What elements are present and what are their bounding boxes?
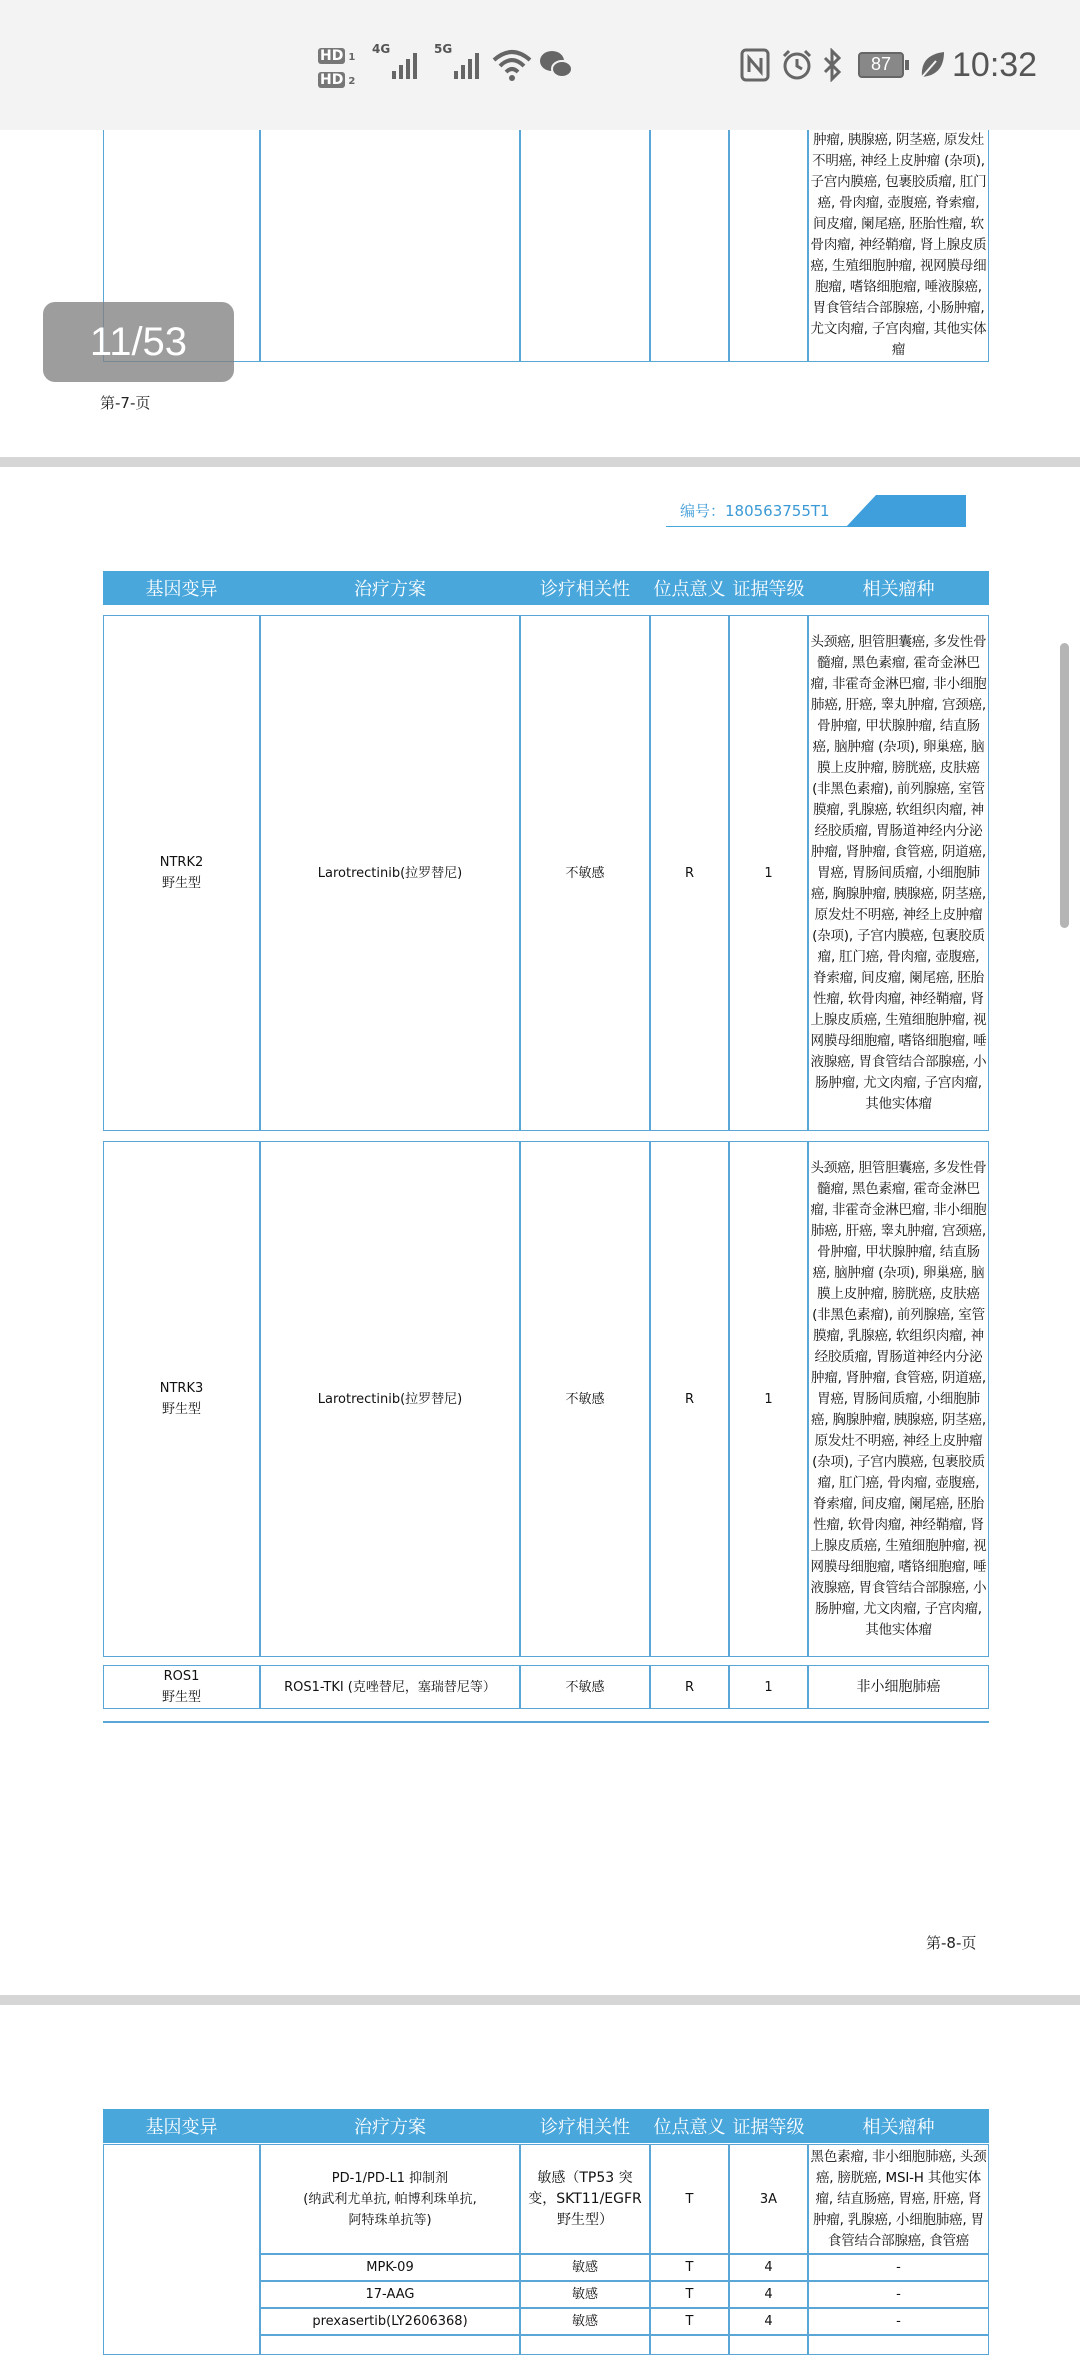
page-9 <box>0 2005 1080 2340</box>
page-footer: 第-7-页 <box>100 394 151 412</box>
site-cell: R <box>650 1141 729 1657</box>
gene-type: 野生型 <box>161 1690 201 1705</box>
tumor-cell: - <box>808 2308 989 2335</box>
header-level: 证据等级 <box>732 579 805 600</box>
therapy-cell: Larotrectinib(拉罗替尼) <box>260 1141 520 1657</box>
relevance-cell: 敏感（TP53 突变，SKT11/EGFR 野生型） <box>520 2144 650 2254</box>
header-relevance: 诊疗相关性 <box>540 579 630 600</box>
table-header <box>103 2109 989 2143</box>
nfc-icon <box>740 40 770 90</box>
tumor-cell: 非小细胞肺癌 <box>808 1665 989 1709</box>
header-site: 位点意义 <box>653 2117 726 2138</box>
gene-name: NTRK2 <box>159 855 204 870</box>
level-cell <box>729 128 808 362</box>
battery-level: 87 <box>858 52 904 78</box>
header-relevance: 诊疗相关性 <box>540 2117 630 2138</box>
tumor-cell: - <box>808 2281 989 2308</box>
level-cell: 4 <box>729 2308 808 2335</box>
therapy-cell: 17-AAG <box>260 2281 520 2308</box>
level-cell: 1 <box>729 1665 808 1709</box>
result-table-ntrk3 <box>103 1141 989 1657</box>
leaf-icon <box>918 40 946 90</box>
gene-type: 野生型 <box>161 1402 201 1417</box>
page9-table <box>103 2144 989 2355</box>
hd1-sub: 1 <box>348 52 356 63</box>
level-cell: 4 <box>729 2254 808 2281</box>
site-cell: R <box>650 615 729 1131</box>
gene-name: NTRK3 <box>159 1381 204 1396</box>
gene-cell <box>103 1141 260 1657</box>
therapy-cell <box>260 128 520 362</box>
page-7 <box>0 130 1080 457</box>
header-tumor: 相关瘤种 <box>862 2117 935 2138</box>
table-row <box>103 128 989 362</box>
tumor-cell <box>808 2335 989 2355</box>
tumor-cell: 头颈癌, 胆管胆囊癌, 多发性骨髓瘤, 黑色素瘤, 霍奇金淋巴瘤, 非霍奇金淋巴瘤, 非小细胞肺癌, 肝癌, 睾丸肿瘤, 宫颈癌, 骨肿瘤, 甲状腺肿瘤, 结直肠癌, 脑肿瘤 (杂项), 卵巢癌, 脑膜上皮肿瘤, 膀胱癌, 皮肤癌 (非黑色素瘤), 前列腺癌, 室管膜瘤, 乳腺癌, 软组织肉瘤, 神经胶质瘤, 胃肠道神经内分泌肿瘤, 肾肿瘤, 食管癌, 阴道癌, 胃癌, 胃肠间质瘤, 小细胞肺癌, 胸腺肿瘤, 胰腺癌, 阴茎癌, 原发灶不明癌, 神经上皮肿瘤 (杂项), 子宫内膜癌, 包裹胶质瘤, 肛门癌, 骨肉瘤, 壶腹癌, 脊索瘤, 间皮瘤, 阑尾癌, 胚胎性瘤, 软骨肉瘤, 神经鞘瘤, 肾上腺皮质癌, 生殖细胞肿瘤, 视网膜母细胞瘤, 嗜铬细胞瘤, 唾液腺癌, 胃食管结合部腺癌, 小肠肿瘤, 尤文肉瘤, 子宫肉瘤, 其他实体瘤 <box>808 615 989 1131</box>
report-number: 编号：180563755T1 <box>680 502 830 520</box>
table-row <box>103 1665 989 1709</box>
bluetooth-icon <box>822 40 844 90</box>
battery-icon <box>858 40 909 90</box>
table-row <box>103 615 989 1131</box>
header-therapy: 治疗方案 <box>354 579 426 600</box>
therapy-cell <box>260 2144 520 2254</box>
therapy-cell: Larotrectinib(拉罗替尼) <box>260 615 520 1131</box>
site-cell: T <box>650 2308 729 2335</box>
net2-label: 5G <box>434 42 453 56</box>
network-1 <box>372 40 426 90</box>
table-header <box>103 571 989 605</box>
therapy-line: 阿特珠单抗等) <box>348 2212 432 2228</box>
header-site: 位点意义 <box>653 579 726 600</box>
level-cell: 1 <box>729 1141 808 1657</box>
net1-label: 4G <box>372 42 391 56</box>
signal-icon <box>390 47 426 83</box>
page-indicator: 11/53 <box>43 302 234 382</box>
report-number-bar <box>666 495 966 527</box>
header-level: 证据等级 <box>732 2117 805 2138</box>
result-table-ros1 <box>103 1665 989 1709</box>
page-separator <box>0 1995 1080 2005</box>
status-bar <box>0 0 1080 130</box>
therapy-line: PD-1/PD-L1 抑制剂 <box>331 2170 449 2186</box>
page-separator <box>0 457 1080 467</box>
gene-cell <box>103 615 260 1131</box>
page7-table <box>103 128 989 362</box>
gene-cell <box>103 2144 260 2355</box>
therapy-cell: prexasertib(LY2606368) <box>260 2308 520 2335</box>
header-tumor: 相关瘤种 <box>862 579 935 600</box>
header-gene: 基因变异 <box>145 579 218 600</box>
level-cell: 4 <box>729 2281 808 2308</box>
page-footer: 第-8-页 <box>926 1934 977 1952</box>
therapy-cell <box>260 2335 520 2355</box>
relevance-cell: 不敏感 <box>520 1141 650 1657</box>
relevance-cell: 不敏感 <box>520 1665 650 1709</box>
hd2-label: HD <box>320 72 344 88</box>
gene-cell <box>103 1665 260 1709</box>
therapy-cell: MPK-09 <box>260 2254 520 2281</box>
relevance-cell: 敏感 <box>520 2281 650 2308</box>
table-bottom-rule <box>103 1721 989 1723</box>
page-8 <box>0 467 1080 1995</box>
therapy-line: (纳武利尤单抗, 帕博利珠单抗, <box>303 2191 477 2207</box>
site-cell: T <box>650 2144 729 2254</box>
signal-icon <box>452 47 488 83</box>
tumor-cell: 黑色素瘤, 非小细胞肺癌, 头颈癌, 膀胱癌, MSI-H 其他实体瘤, 结直肠癌, 胃癌, 肝癌, 肾肿瘤, 乳腺癌, 小细胞肺癌, 胃食管结合部腺癌, 食管癌 <box>808 2144 989 2254</box>
site-cell: T <box>650 2254 729 2281</box>
site-cell <box>650 128 729 362</box>
level-cell <box>729 2335 808 2355</box>
tumor-cell: - <box>808 2254 989 2281</box>
table-row <box>103 1141 989 1657</box>
hd-indicators <box>318 48 355 108</box>
site-cell: T <box>650 2281 729 2308</box>
table-row <box>103 2144 989 2254</box>
network-2 <box>434 40 488 90</box>
hd1-label: HD <box>320 48 344 64</box>
level-cell: 3A <box>729 2144 808 2254</box>
therapy-cell: ROS1-TKI (克唑替尼，塞瑞替尼等） <box>260 1665 520 1709</box>
site-cell <box>650 2335 729 2355</box>
wechat-icon <box>538 40 574 90</box>
relevance-cell: 敏感 <box>520 2254 650 2281</box>
clock: 10:32 <box>952 45 1038 84</box>
header-decoration <box>846 495 966 527</box>
result-table-ntrk2 <box>103 615 989 1131</box>
header-therapy: 治疗方案 <box>354 2117 426 2138</box>
tumor-cell: 肿瘤, 胰腺癌, 阴茎癌, 原发灶不明癌, 神经上皮肿瘤 (杂项), 子宫内膜癌, 包裹胶质瘤, 肛门癌, 骨肉瘤, 壶腹癌, 脊索瘤, 间皮瘤, 阑尾癌, 胚胎性瘤, 软骨肉瘤, 神经鞘瘤, 肾上腺皮质癌, 生殖细胞肿瘤, 视网膜母细胞瘤, 嗜铬细胞瘤, 唾液腺癌, 胃食管结合部腺癌, 小肠肿瘤, 尤文肉瘤, 子宫肉瘤, 其他实体瘤 <box>808 128 989 362</box>
header-gene: 基因变异 <box>145 2117 218 2138</box>
gene-name: ROS1 <box>163 1669 200 1684</box>
tumor-cell: 头颈癌, 胆管胆囊癌, 多发性骨髓瘤, 黑色素瘤, 霍奇金淋巴瘤, 非霍奇金淋巴瘤, 非小细胞肺癌, 肝癌, 睾丸肿瘤, 宫颈癌, 骨肿瘤, 甲状腺肿瘤, 结直肠癌, 脑肿瘤 (杂项), 卵巢癌, 脑膜上皮肿瘤, 膀胱癌, 皮肤癌 (非黑色素瘤), 前列腺癌, 室管膜瘤, 乳腺癌, 软组织肉瘤, 神经胶质瘤, 胃肠道神经内分泌肿瘤, 肾肿瘤, 食管癌, 阴道癌, 胃癌, 胃肠间质瘤, 小细胞肺癌, 胸腺肿瘤, 胰腺癌, 阴茎癌, 原发灶不明癌, 神经上皮肿瘤 (杂项), 子宫内膜癌, 包裹胶质瘤, 肛门癌, 骨肉瘤, 壶腹癌, 脊索瘤, 间皮瘤, 阑尾癌, 胚胎性瘤, 软骨肉瘤, 神经鞘瘤, 肾上腺皮质癌, 生殖细胞肿瘤, 视网膜母细胞瘤, 嗜铬细胞瘤, 唾液腺癌, 胃食管结合部腺癌, 小肠肿瘤, 尤文肉瘤, 子宫肉瘤, 其他实体瘤 <box>808 1141 989 1657</box>
hd2-sub: 2 <box>348 76 356 87</box>
wifi-icon <box>492 40 532 90</box>
site-cell: R <box>650 1665 729 1709</box>
level-cell: 1 <box>729 615 808 1131</box>
alarm-icon <box>780 40 814 90</box>
relevance-cell: 敏感 <box>520 2308 650 2335</box>
relevance-cell <box>520 128 650 362</box>
relevance-cell: 不敏感 <box>520 615 650 1131</box>
gene-type: 野生型 <box>161 876 201 891</box>
relevance-cell <box>520 2335 650 2355</box>
scrollbar-thumb[interactable] <box>1060 643 1069 928</box>
